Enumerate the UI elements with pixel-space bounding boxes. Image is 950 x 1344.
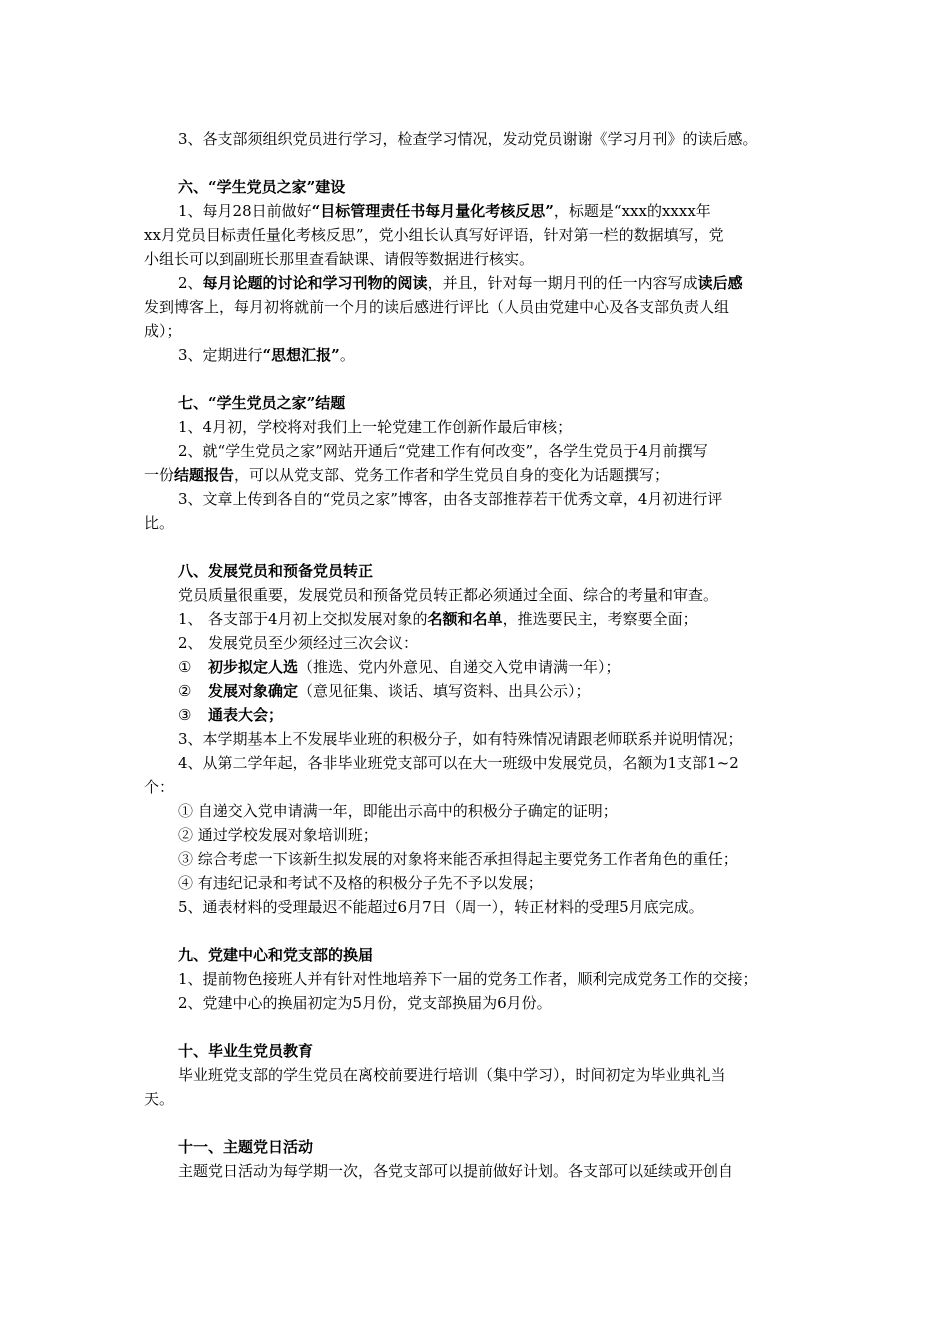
- list-item: ① 自递交入党申请满一年，即能出示高中的积极分子确定的证明；: [178, 802, 618, 820]
- list-item: ② 发展对象确定（意见征集、谈话、填写资料、出具公示）；: [178, 682, 591, 700]
- paragraph-continued: 个：: [144, 778, 175, 796]
- paragraph: 1、每月28日前做好“目标管理责任书每月量化考核反思”，标题是“xxx的xxxx年: [178, 202, 711, 220]
- list-item: 2、 发展党员至少须经过三次会议：: [178, 634, 419, 652]
- section-heading: 七、“学生党员之家”结题: [178, 394, 346, 412]
- section-heading: 十、毕业生党员教育: [178, 1042, 314, 1060]
- paragraph: 2、就“学生党员之家”网站开通后“党建工作有何改变”，各学生党员于4月前撰写: [178, 442, 708, 460]
- paragraph: 毕业班党支部的学生党员在离校前要进行培训（集中学习），时间初定为毕业典礼当: [178, 1066, 726, 1084]
- list-item: ④ 有违纪记录和考试不及格的积极分子先不予以发展；: [178, 874, 543, 892]
- paragraph-continued: 天。: [144, 1090, 175, 1108]
- list-item: ③ 通表大会；: [178, 706, 284, 724]
- paragraph-continued: 一份结题报告，可以从党支部、党务工作者和学生党员自身的变化为话题撰写；: [144, 466, 670, 484]
- paragraph: 3、本学期基本上不发展毕业班的积极分子，如有特殊情况请跟老师联系并说明情况；: [178, 730, 743, 748]
- paragraph: 1、提前物色接班人并有针对性地培养下一届的党务工作者，顺利完成党务工作的交接；: [178, 970, 758, 988]
- paragraph: 3、定期进行“思想汇报”。: [178, 346, 355, 364]
- document-body: [144, 127, 812, 1183]
- list-item: ③ 综合考虑一下该新生拟发展的对象将来能否承担得起主要党务工作者角色的重任；: [178, 850, 738, 868]
- paragraph-continued: 发到博客上，每月初将就前一个月的读后感进行评比（人员由党建中心及各支部负责人组: [144, 298, 730, 316]
- list-item: 1、 各支部于4月初上交拟发展对象的名额和名单，推选要民主，考察要全面；: [178, 610, 698, 628]
- section-heading: 八、发展党员和预备党员转正: [178, 562, 374, 580]
- paragraph: 2、党建中心的换届初定为5月份，党支部换届为6月份。: [178, 994, 552, 1012]
- section-heading: 九、党建中心和党支部的换届: [178, 946, 374, 964]
- paragraph: 3、各支部须组织党员进行学习，检查学习情况，发动党员谢谢《学习月刊》的读后感。: [178, 130, 758, 148]
- paragraph-continued: 小组长可以到副班长那里查看缺课、请假等数据进行核实。: [144, 250, 535, 268]
- paragraph: 4、从第二学年起，各非毕业班党支部可以在大一班级中发展党员，名额为1支部1~2: [178, 754, 739, 772]
- paragraph: 主题党日活动为每学期一次，各党支部可以提前做好计划。各支部可以延续或开创自: [178, 1162, 734, 1180]
- paragraph-continued: 成）；: [144, 322, 182, 340]
- list-item: ② 通过学校发展对象培训班；: [178, 826, 378, 844]
- section-heading: 十一、主题党日活动: [178, 1138, 314, 1156]
- paragraph: 5、通表材料的受理最迟不能超过6月7日（周一），转正材料的受理5月底完成。: [178, 898, 704, 916]
- list-item: ① 初步拟定人选（推选、党内外意见、自递交入党申请满一年）；: [178, 658, 621, 676]
- section-heading: 六、“学生党员之家”建设: [178, 178, 346, 196]
- paragraph: 党员质量很重要，发展党员和预备党员转正都必须通过全面、综合的考量和审查。: [178, 586, 719, 604]
- paragraph: 2、每月论题的讨论和学习刊物的阅读，并且，针对每一期月刊的任一内容写成读后感: [178, 274, 743, 292]
- paragraph-continued: xx月党员目标责任量化考核反思”，党小组长认真写好评语，针对第一栏的数据填写，党: [144, 226, 724, 244]
- paragraph: 3、文章上传到各自的“党员之家”博客，由各支部推荐若干优秀文章，4月初进行评: [178, 490, 723, 508]
- paragraph: 1、4月初，学校将对我们上一轮党建工作创新作最后审核；: [178, 418, 573, 436]
- paragraph-continued: 比。: [144, 514, 175, 532]
